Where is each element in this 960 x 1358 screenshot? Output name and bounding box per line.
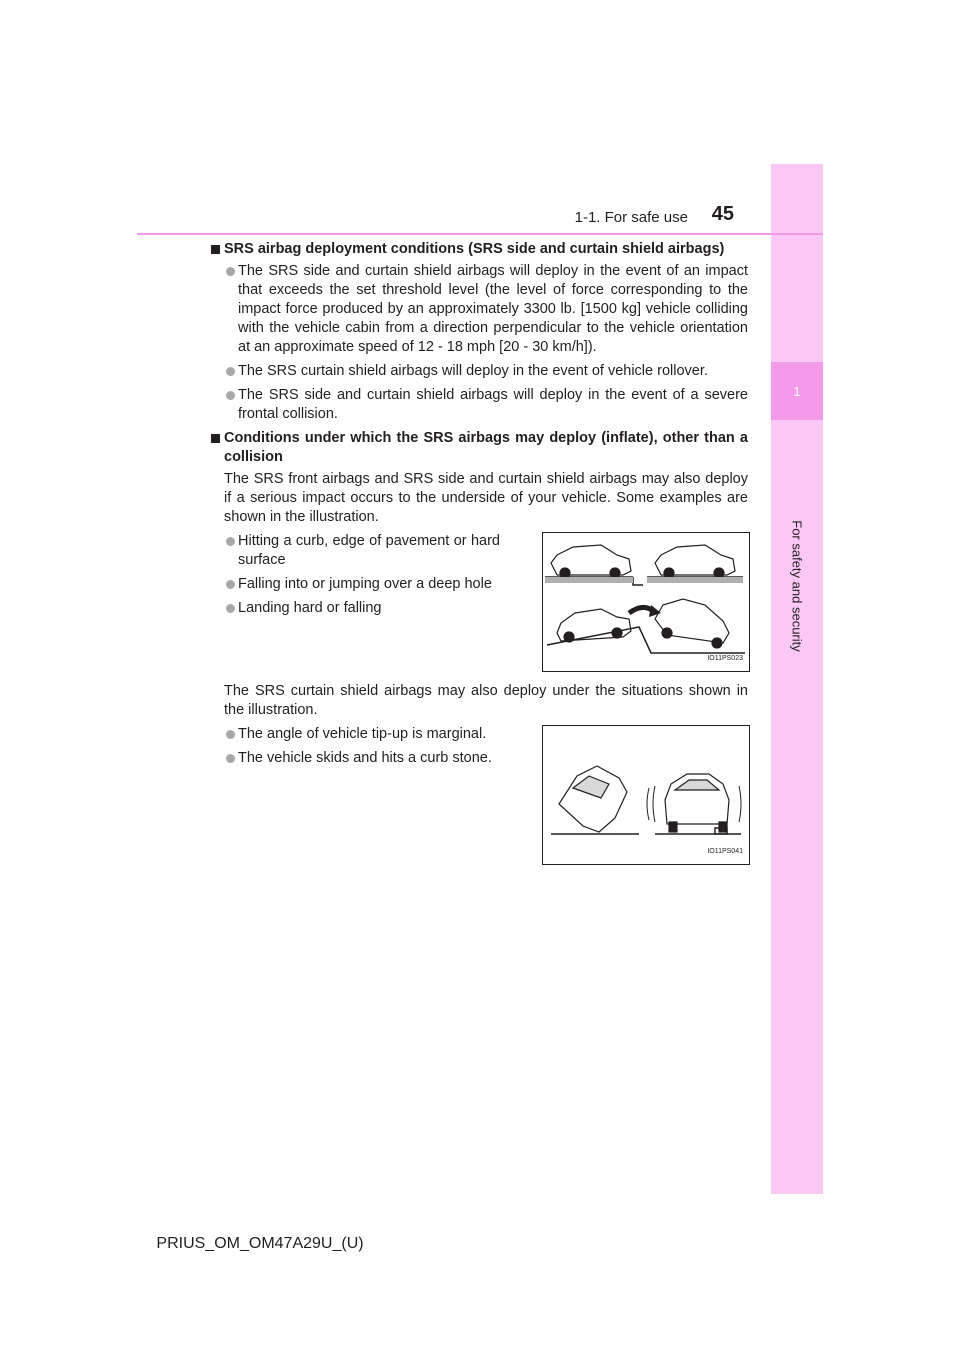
illustration-tip-up-skid [542, 725, 750, 865]
square-bullet-icon [211, 245, 220, 254]
figure-code: IO11PS023 [707, 655, 743, 662]
circle-bullet-icon [226, 730, 235, 739]
bullets-with-figure [210, 532, 748, 672]
section-heading: Conditions under which the SRS airbags may deploy (inflate), other than a collision [210, 429, 748, 467]
list-item: The SRS side and curtain shield airbags will deploy in the event of an impact that exceeds the set threshold level (the level of force corresponding to the impact force produced by an approximately 3300 lb. [1500 kg] vehicle colliding with the vehicle cabin from a direction perpendicular to the vehicle orientation at an approximate speed of 12 - 18 mph [20 - 30 km/h]). [210, 262, 748, 357]
paragraph: The SRS curtain shield airbags may also deploy under the situations shown in the illustration. [224, 683, 748, 718]
figure-code: IO11PS041 [707, 848, 743, 855]
list-item: The SRS curtain shield airbags will deploy in the event of vehicle rollover. [210, 362, 748, 381]
circle-bullet-icon [226, 580, 235, 589]
list-item: Landing hard or falling [210, 599, 500, 618]
bullets-with-figure [210, 725, 748, 865]
illustration-underside-impact [542, 532, 750, 672]
list-item: Hitting a curb, edge of pavement or hard surface [210, 532, 500, 570]
circle-bullet-icon [226, 367, 235, 376]
paragraph: The SRS front airbags and SRS side and curtain shield airbags may also deploy if a serious impact occurs to the underside of your vehicle. Some examples are shown in the illustration. [224, 471, 748, 525]
header-rule [137, 233, 823, 235]
page-number: 45 [711, 203, 734, 225]
chapter-number: 1 [771, 362, 823, 420]
list-item: The angle of vehicle tip-up is marginal. [210, 725, 500, 744]
list-item: The SRS side and curtain shield airbags will deploy in the event of a severe frontal collision. [210, 386, 748, 424]
section-heading: SRS airbag deployment conditions (SRS side and curtain shield airbags) [210, 240, 748, 259]
page-content [210, 240, 748, 865]
circle-bullet-icon [226, 267, 235, 276]
section-title: 1-1. For safe use [574, 209, 688, 226]
list-item: The vehicle skids and hits a curb stone. [210, 749, 500, 768]
circle-bullet-icon [226, 391, 235, 400]
list-item: Falling into or jumping over a deep hole [210, 575, 500, 594]
square-bullet-icon [211, 434, 220, 443]
document-code: PRIUS_OM_OM47A29U_(U) [156, 1235, 364, 1252]
bullet-column [210, 725, 500, 865]
circle-bullet-icon [226, 604, 235, 613]
circle-bullet-icon [226, 754, 235, 763]
chapter-title: For safety and security [789, 520, 805, 652]
bullet-column [210, 532, 500, 672]
circle-bullet-icon [226, 537, 235, 546]
